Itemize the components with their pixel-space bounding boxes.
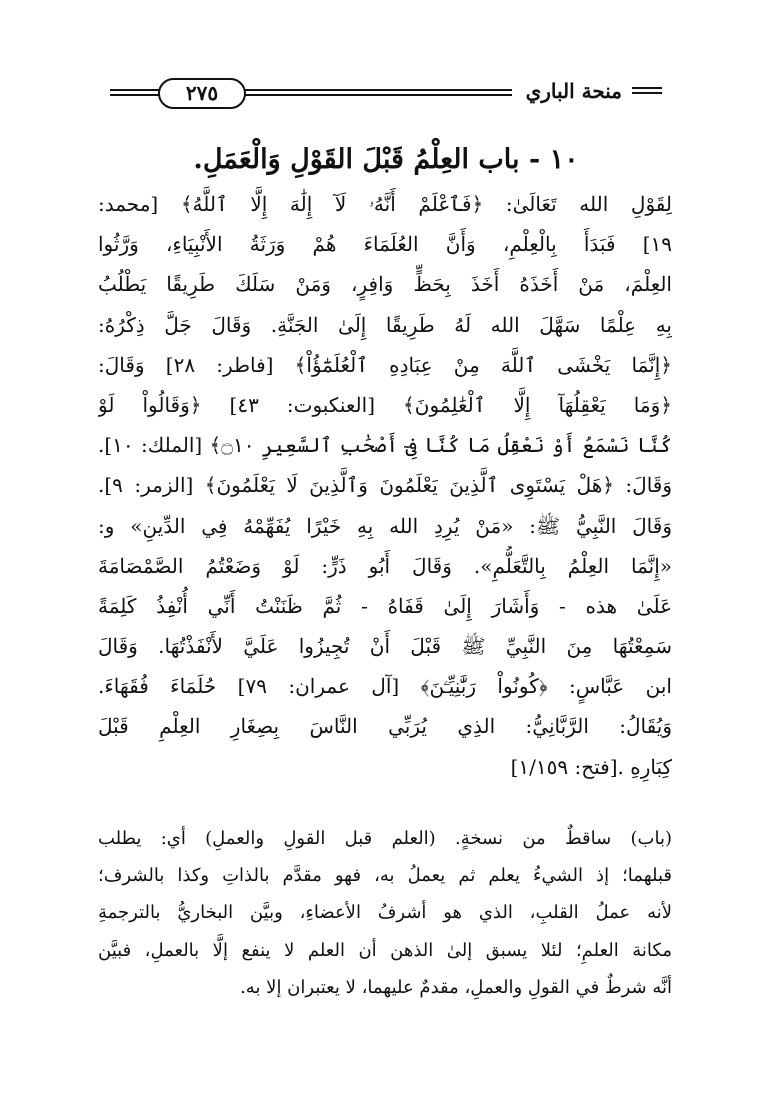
- main-text-line: عَلَىٰ هذه - وَأَشَارَ إِلَىٰ قَفَاهُ - ثُمَّ ظَنَنْتُ أَنِّي أُنْفِذُ كَلِمَةً: [98, 593, 672, 618]
- header-rule-right-bottom: [632, 92, 662, 94]
- main-text-line: كُنَّا نَسْمَعُ أَوْ نَعْقِلُ مَا كُنَّا فِىٓ أَصْحَٰبِ ٱلسَّعِيرِ ۝١٠﴾ [الملك: ١٠].: [98, 433, 672, 458]
- main-text: [98, 184, 672, 787]
- main-text-line: لِقَوْلِ الله تَعَالَىٰ: ﴿فَٱعْلَمْ أَنَّهُۥ لَآ إِلَٰهَ إِلَّا ٱللَّهُ﴾ [محمد:: [98, 192, 672, 216]
- commentary-line: (باب) ساقطٌ من نسخةٍ. (العلم قبل القولِ والعملِ) أي: يطلب: [98, 828, 672, 849]
- header-book-title: منحة الباري: [525, 79, 622, 103]
- main-text-line: ﴿وَمَا يَعْقِلُهَآ إِلَّا ٱلْعَٰلِمُونَ﴾ [العنكبوت: ٤٣] ﴿وَقَالُواْ لَوْ: [98, 392, 672, 417]
- commentary-line: أنَّه شرطٌ في القولِ والعملِ، مقدمٌ عليهما، لا يعتبران إلا به.: [240, 976, 672, 998]
- commentary-line: لأنه عملُ القلبِ، الذي هو أشرفُ الأعضاءِ، وبيَّن البخاريُّ بالترجمةِ: [98, 902, 672, 924]
- main-text-line: العِلْمَ، مَنْ أَخَذَهُ أَخَذَ بِحَظٍّ وَافِرٍ، وَمَنْ سَلَكَ طَرِيقًا يَطْلُبُ: [98, 272, 672, 297]
- main-text-line: بِهِ عِلْمًا سَهَّلَ الله لَهُ طَرِيقًا إِلَىٰ الجَنَّةِ. وَقَالَ جَلَّ ذِكْرُهُ:: [98, 312, 672, 337]
- header-rule-right-top: [632, 87, 662, 89]
- header-rule-middle-top: [242, 89, 512, 91]
- main-text-line: سَمِعْتُهَا مِنَ النَّبِيِّ ﷺ قَبْلَ أَنْ تُجِيزُوا عَلَيَّ لأَنْفَذْتُهَا. وَقَالَ: [98, 634, 672, 659]
- main-text-line: كِبَارِهِ .[فتح: ١/١٥٩]: [510, 754, 672, 779]
- main-text-line: وَيُقَالُ: الرَّبَّانِيُّ: الذِي يُرَبِّي النَّاسَ بِصِغَارِ العِلْمِ قَبْلَ: [98, 714, 672, 739]
- main-text-line: وَقَالَ: ﴿هَلْ يَسْتَوِى ٱلَّذِينَ يَعْلَمُونَ وَٱلَّذِينَ لَا يَعْلَمُونَ﴾ [الزمر: ٩].: [98, 473, 672, 498]
- commentary-line: قبلهما؛ إذ الشيءُ يعلم ثم يعملُ به، فهو مقدَّم بالذاتِ وكذا بالشرف؛: [98, 865, 672, 887]
- main-text-line: وَقَالَ النَّبِيُّ ﷺ: «مَنْ يُرِدِ الله بِهِ خَيْرًا يُفَهِّمْهُ فِي الدِّينِ» و:: [98, 513, 672, 538]
- commentary-line: مكانة العلمِ؛ لئلا يسبق إلىٰ الذهن أن العلم لا ينفع إلَّا بالعملِ، فبيَّن: [98, 939, 672, 961]
- header-rule-left-bottom: [110, 94, 160, 96]
- running-header: [110, 74, 662, 114]
- main-text-line: «إِنَّمَا العِلْمُ بِالتَّعَلُّمِ». وَقَالَ أَبُو ذَرٍّ: لَوْ وَضَعْتُمُ الصَّمْصَامَةَ: [98, 553, 672, 578]
- header-rule-left-top: [110, 89, 160, 91]
- chapter-heading: ١٠ - باب العِلْمُ قَبْلَ القَوْلِ وَالْعَمَلِ.: [193, 144, 579, 175]
- main-text-line: ﴿إِنَّمَا يَخْشَى ٱللَّهَ مِنْ عِبَادِهِ ٱلْعُلَمَٰٓؤُاْ﴾ [فاطر: ٢٨] وَقَالَ:: [98, 352, 672, 377]
- header-rule-middle-bottom: [242, 94, 512, 96]
- main-text-line: ١٩] فَبَدَأَ بِالْعِلْمِ، وَأَنَّ العُلَمَاءَ هُمْ وَرَثَةُ الأَنْبِيَاءِ، وَرَّثُوا: [98, 232, 672, 257]
- page-number: ٢٧٥: [158, 78, 246, 109]
- commentary: [98, 820, 672, 1006]
- main-text-line: ابن عَبَّاسٍ: ﴿كُونُواْ رَبَّٰنِيِّـۧنَ﴾ [آل عمران: ٧٩] حُلَمَاءَ فُقَهَاءَ.: [98, 674, 672, 699]
